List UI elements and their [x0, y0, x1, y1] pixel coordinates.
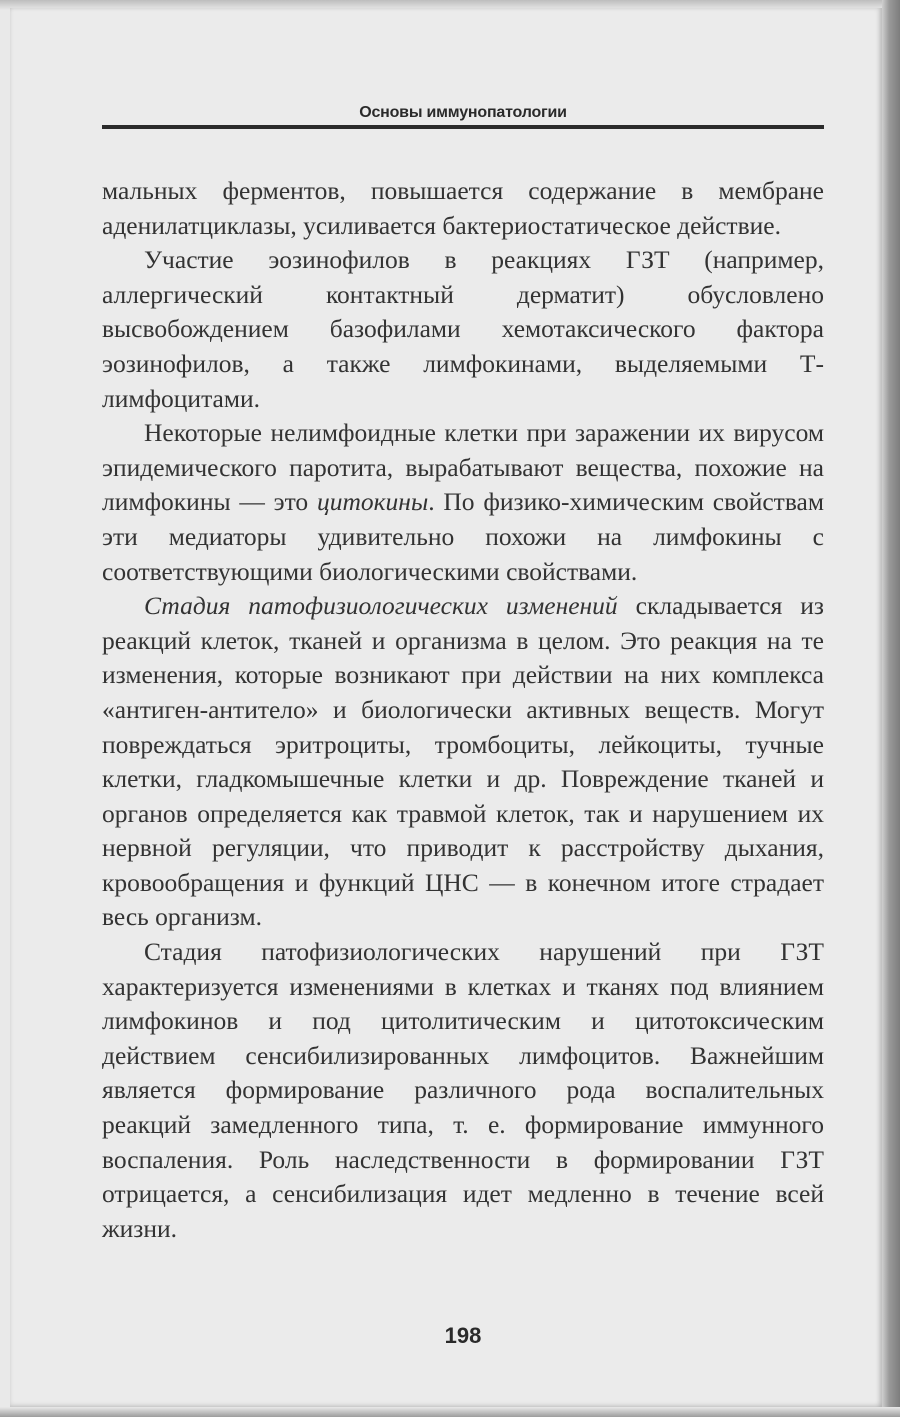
- paragraph-2: Участие эозинофилов в реакциях ГЗТ (например, аллергический контактный дерматит) обусловлено высвобождением базофилами хемотаксического фактора эозинофилов, а также лимфокинами, выделяемыми Т-лимфоцитами.: [102, 245, 824, 413]
- scan-right-edge: [882, 0, 900, 1417]
- paragraph-4: [102, 589, 824, 935]
- paragraph-4-text-after: складывается из реакций клеток, тканей и организма в целом. Это реакция на те изменения, которые возникают при действии на них комплекса «антиген-антитело» и биологически активных веществ. Могут повреждаться эритроциты, тромбоциты, лейкоциты, тучные клетки, гладкомышечные клетки и др. Повреждение тканей и органов определяется как травмой клеток, так и нарушением их нервной регуляции, что приводит к расстройству дыхания, кровообращения и функций ЦНС — в конечном итоге страдает весь организм.: [102, 591, 824, 932]
- body-text: [102, 174, 824, 1246]
- scan-bottom-edge: [0, 1407, 900, 1417]
- page-number: 198: [444, 1323, 482, 1348]
- paragraph-3-italic-term: цитокины: [316, 487, 429, 517]
- paragraph-1: мальных ферментов, повышается содержание в мембране аденилатциклазы, усиливается бактериостатическое действие.: [102, 176, 824, 240]
- paragraph-5: Стадия патофизиологических нарушений при ГЗТ характеризуется изменениями в клетках и тканях под влиянием лимфокинов и под цитолитическим и цитотоксическим действием сенсибилизированных лимфоцитов. Важнейшим является формирование различного рода воспалительных реакций замедленного типа, т. е. формирование иммунного воспаления. Роль наследственности в формировании ГЗТ отрицается, а сенсибилизация идет медленно в течение всей жизни.: [102, 937, 824, 1243]
- paragraph-4-italic-term: Стадия патофизиологических изменений: [144, 591, 618, 621]
- running-head: Основы иммунопатологии: [359, 104, 567, 121]
- paragraph-3-text-after: . По физико-химическим свойствам эти медиаторы удивительно похожи на лимфокины с соответствующими биологическими свойствами.: [102, 487, 824, 586]
- paragraph-3-text-before: Некоторые нелимфоидные клетки при заражении их вирусом эпидемического паротита, вырабатывают вещества, похожие на лимфокины — это: [102, 418, 824, 517]
- header-rule: [102, 125, 824, 129]
- paragraph-3: [102, 416, 824, 589]
